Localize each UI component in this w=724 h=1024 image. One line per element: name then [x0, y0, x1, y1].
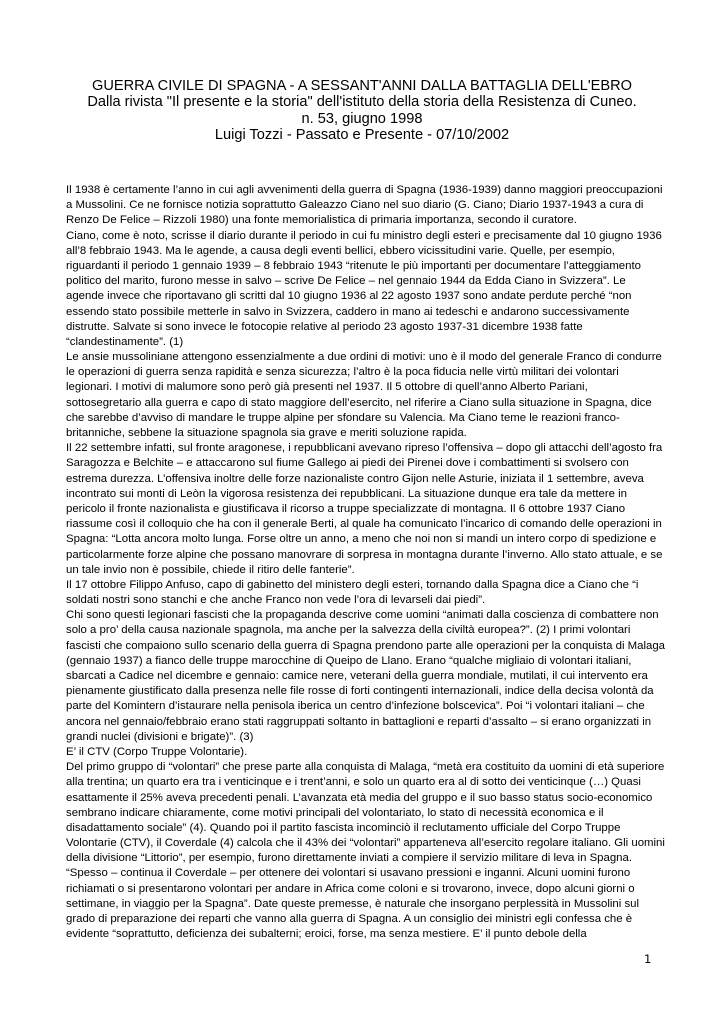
page-number: 1 [644, 952, 652, 966]
paragraph: Ciano, come è noto, scrisse il diario durante il periodo in cui fu ministro degli esteri e precisamente dal 10 giugno 1936 all’8 febbraio 1943. Ma le agende, a causa degli eventi bellici, ebbero vicissitudini varie. Quelle, per esempio, riguardanti il periodo 1 gennaio 1939 – 8 febbraio 1943 “ritenute le più importanti per documentare l’atteggiamento politico del marito, furono messe in salvo – scrive De Felice – nel gennaio 1944 da Edda Ciano in Svizzera”. Le agende invece che riportavano gli scritti dal 10 giugno 1936 al 22 agosto 1937 sono andate perdute perché “non essendo stato possibile metterle in salvo in Svizzera, caddero in mano ai tedeschi e andarono successivamente distrutte. Salvate si sono invece le fotocopie relative al periodo 23 agosto 1937-31 dicembre 1938 fatte “clandestinamente”. (1) [66, 229, 662, 348]
paragraph: E’ il CTV (Corpo Truppe Volontarie). [66, 745, 248, 758]
paragraph: Chi sono questi legionari fascisti che la propaganda descrive come uomini “animati dalla coscienza di combattere non solo a pro’ della causa nazionale spagnola, ma anche per la salvezza della civiltà europea?”. (2) I primi volontari fascisti che compaiono sullo scenario della guerra di Spagna prendono parte alle operazioni per la conquista di Malaga (gennaio 1937) a fianco delle truppe marocchine di Queipo de Llano. Erano “qualche migliaio di volontari italiani, sbarcati a Cadice nel dicembre e gennaio: camice nere, veterani della guerra mondiale, mutilati, il cui intervento era pienamente giustificato dalla presenza nelle file rosse di forti contingenti internazionali, indice della decisa volontà da parte del Komintern d’istaurare nella penisola iberica un centro d’infezione bolscevica”. Poi “i volontari italiani – che ancora nel gennaio/febbraio erano stati raggruppati soltanto in battaglioni e reparti d’assalto – si erano organizzati in grandi nuclei (divisioni e brigate)”. (3) [66, 609, 666, 743]
paragraph: Del primo gruppo di “volontari” che prese parte alla conquista di Malaga, “metà era costituito da uomini di età superiore alla trentina; un quarto era tra i venticinque e i trent’anni, e solo un quarto era al di sotto dei venticinque (…) Quasi esattamente il 25% aveva precedenti penali. L’avanzata età media del gruppo e il suo basso status socio-economico sembrano indicare chiaramente, come motivi principali del volontariato, lo stato di necessità economica e il disadattamento sociale” (4). Quando poi il partito fascista incominciò il reclutamento ufficiale del Corpo Truppe Volontarie (CTV), il Coverdale (4) calcola che il 43% dei “volontari” apparteneva all’esercito regolare italiano. Gli uomini della divisione “Littorio”, per esempio, furono direttamente inviati a compiere il servizio militare di leva in Spagna. “Spesso – continua il Coverdale – per ottenere dei volontari si usavano pressioni e inganni. Alcuni uomini furono richiamati o si presentarono volontari per andare in Africa come coloni e si trovarono, invece, dopo alcuni giorni o settimane, in viaggio per la Spagna”. Date queste premesse, è naturale che insorgano perplessità in Mussolini sul grado di preparazione dei reparti che vanno alla guerra di Spagna. A un consiglio dei ministri egli confessa che è evidente “soprattutto, deficienza dei subalterni; eroici, forse, ma senza mestiere. E’ il punto debole della [66, 761, 665, 941]
document-body [66, 183, 666, 942]
issue-line: n. 53, giugno 1998 [301, 110, 423, 127]
source-line: Dalla rivista "Il presente e la storia" dell'istituto della storia della Resistenza di Cuneo. [87, 94, 637, 111]
paragraph: Le ansie mussoliniane attengono essenzialmente a due ordini di motivi: uno è il modo del generale Franco di condurre le operazioni di guerra senza rapidità e senza sicurezza; l’altro è la poca fiducia nelle virtù militari dei volontari legionari. I motivi di malumore sono però già presenti nel 1937. Il 5 ottobre di quell’anno Alberto Pariani, sottosegretario alla guerra e capo di stato maggiore dell’esercito, nel riferire a Ciano sulla situazione in Spagna, dice che sarebbe d’avviso di mandare le truppe alpine per sfondare su Valencia. Ma Ciano teme le reazioni franco-britanniche, sebbene la situazione spagnola sia grave e meriti soluzione rapida. [66, 351, 662, 439]
paragraph: Il 1938 è certamente l’anno in cui agli avvenimenti della guerra di Spagna (1936-1939) danno maggiori preoccupazioni a Mussolini. Ce ne fornisce notizia soprattutto Galeazzo Ciano nel suo diario (G. Ciano; Diario 1937-1943 a cura di Renzo De Felice – Rizzoli 1980) una fonte memorialistica di primaria importanza, secondo il curatore. [66, 184, 663, 227]
byline: Luigi Tozzi - Passato e Presente - 07/10/2002 [214, 127, 510, 144]
document-title: GUERRA CIVILE DI SPAGNA - A SESSANT'ANNI DALLA BATTAGLIA DELL'EBRO [91, 78, 633, 94]
paragraph: Il 17 ottobre Filippo Anfuso, capo di gabinetto del ministero degli esteri, tornando dalla Spagna dice a Ciano che “i soldati nostri sono stanchi e che anche Franco non vede l’ora di levarseli dai piedi”. [66, 578, 639, 607]
paragraph: Il 22 settembre infatti, sul fronte aragonese, i repubblicani avevano ripreso l’offensiva – dopo gli attacchi dell’agosto fra Saragozza e Belchite – e attaccarono sul fiume Gallego ai piedi dei Pirenei dove i combattimenti si svolsero con estrema durezza. L’offensiva inoltre delle forze nazionaliste contro Gijon nelle Asturie, iniziata il 1 settembre, aveva incontrato sui monti di Leòn la vigorosa resistenza dei repubblicani. La situazione dunque era tale da mettere in pericolo il fronte nazionalista e giustificava il ricorso a truppe specializzate di montagna. Il 6 ottobre 1937 Ciano riassume così il colloquio che ha con il generale Berti, al quale ha comunicato l’incarico di comando delle operazioni in Spagna: “Lotta ancora molto lunga. Forse oltre un anno, a meno che noi non si mandi un intero corpo di spedizione e particolarmente forze alpine che possano manovrare di sorpresa in montagna durante l’inverno. Allo stato attuale, e se un tale invio non è possibile, chiede il ritiro delle fanterie”. [66, 442, 663, 576]
document-header [60, 78, 664, 144]
